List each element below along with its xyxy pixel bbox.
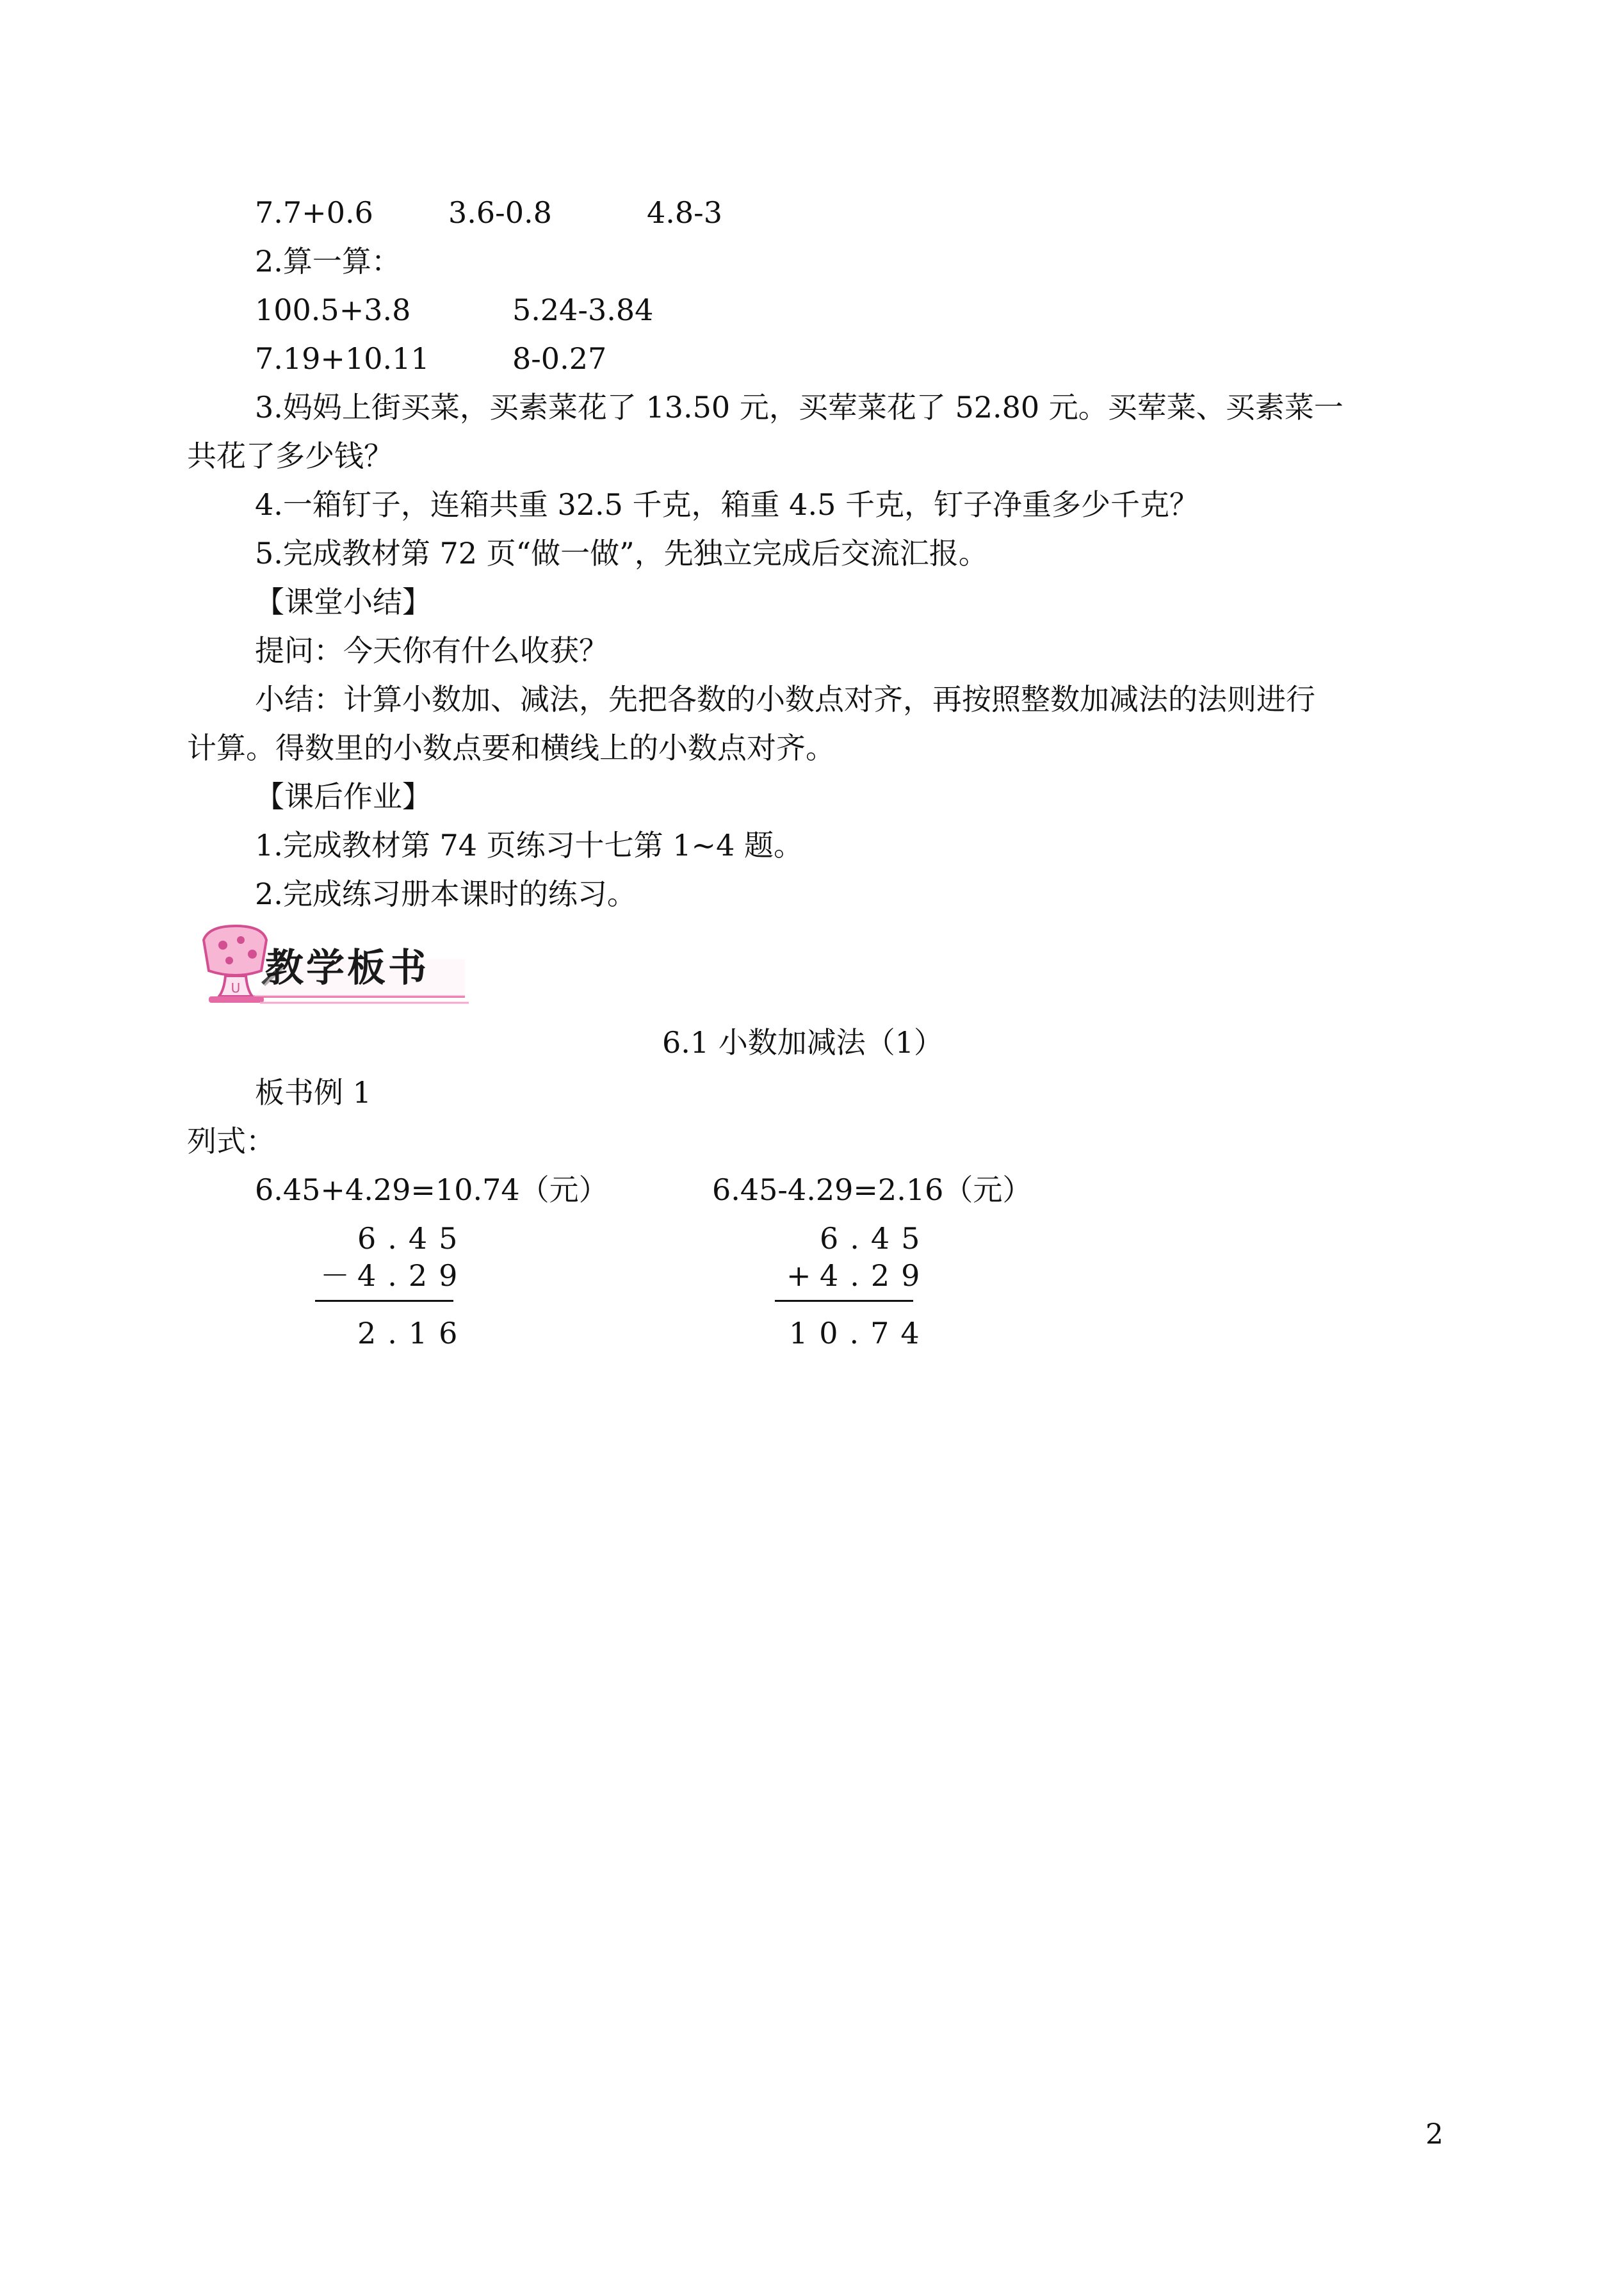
right-calc-top: 6.45 <box>820 1221 932 1256</box>
exercise-1b: 3.6-0.8 <box>448 195 552 230</box>
board-title: 6.1 小数加减法（1） <box>662 1025 944 1060</box>
left-calc-rule <box>315 1300 453 1302</box>
page-number: 2 <box>1425 2118 1443 2151</box>
formula-label: 列式： <box>187 1124 275 1158</box>
right-calc-result: 10.74 <box>789 1316 931 1350</box>
exercise-2a: 100.5+3.8 <box>255 293 411 327</box>
board-example-label: 板书例 1 <box>255 1075 371 1110</box>
exercise-4: 4.一箱钉子，连箱共重 32.5 千克，箱重 4.5 千克，钉子净重多少千克？ <box>255 487 1199 522</box>
exercise-2d: 8-0.27 <box>512 341 607 376</box>
banner-title: 教学板书 <box>265 946 429 991</box>
equation-addition: 6.45+4.29=10.74（元） <box>255 1172 608 1207</box>
exercise-1a: 7.7+0.6 <box>255 195 373 230</box>
equation-subtraction: 6.45-4.29=2.16（元） <box>712 1172 1032 1207</box>
left-calc-operator: － <box>320 1258 350 1293</box>
section-heading-summary: 【课堂小结】 <box>255 585 432 619</box>
homework-item-2: 2.完成练习册本课时的练习。 <box>255 877 637 911</box>
section-banner-board <box>190 921 471 1017</box>
section-heading-homework: 【课后作业】 <box>255 779 432 814</box>
right-calc-operator: + <box>786 1258 811 1293</box>
exercise-2c: 7.19+10.11 <box>255 341 430 376</box>
homework-item-1: 1.完成教材第 74 页练习十七第 1~4 题。 <box>255 828 803 863</box>
exercise-5: 5.完成教材第 72 页“做一做”，先独立完成后交流汇报。 <box>255 536 988 571</box>
left-calc-bottom: 4.29 <box>357 1258 469 1293</box>
exercise-1c: 4.8-3 <box>647 195 722 230</box>
summary-question: 提问：今天你有什么收获？ <box>255 633 608 668</box>
left-calc-top: 6.45 <box>357 1221 469 1256</box>
exercise-3-line1: 3.妈妈上街买菜，买素菜花了 13.50 元，买荤菜花了 52.80 元。买荤菜、买素菜一 <box>255 390 1344 425</box>
summary-text-line1: 小结：计算小数加、减法，先把各数的小数点对齐，再按照整数加减法的法则进行 <box>255 682 1315 717</box>
right-calc-bottom: 4.29 <box>820 1258 932 1293</box>
svg-text:U: U <box>231 980 241 996</box>
left-calc-result: 2.16 <box>357 1316 469 1350</box>
exercise-2-heading: 2.算一算： <box>255 244 401 279</box>
exercise-2b: 5.24-3.84 <box>512 293 654 327</box>
summary-text-line2: 计算。得数里的小数点要和横线上的小数点对齐。 <box>187 731 835 765</box>
exercise-3-line2: 共花了多少钱？ <box>187 439 393 473</box>
right-calc-rule <box>775 1300 913 1302</box>
